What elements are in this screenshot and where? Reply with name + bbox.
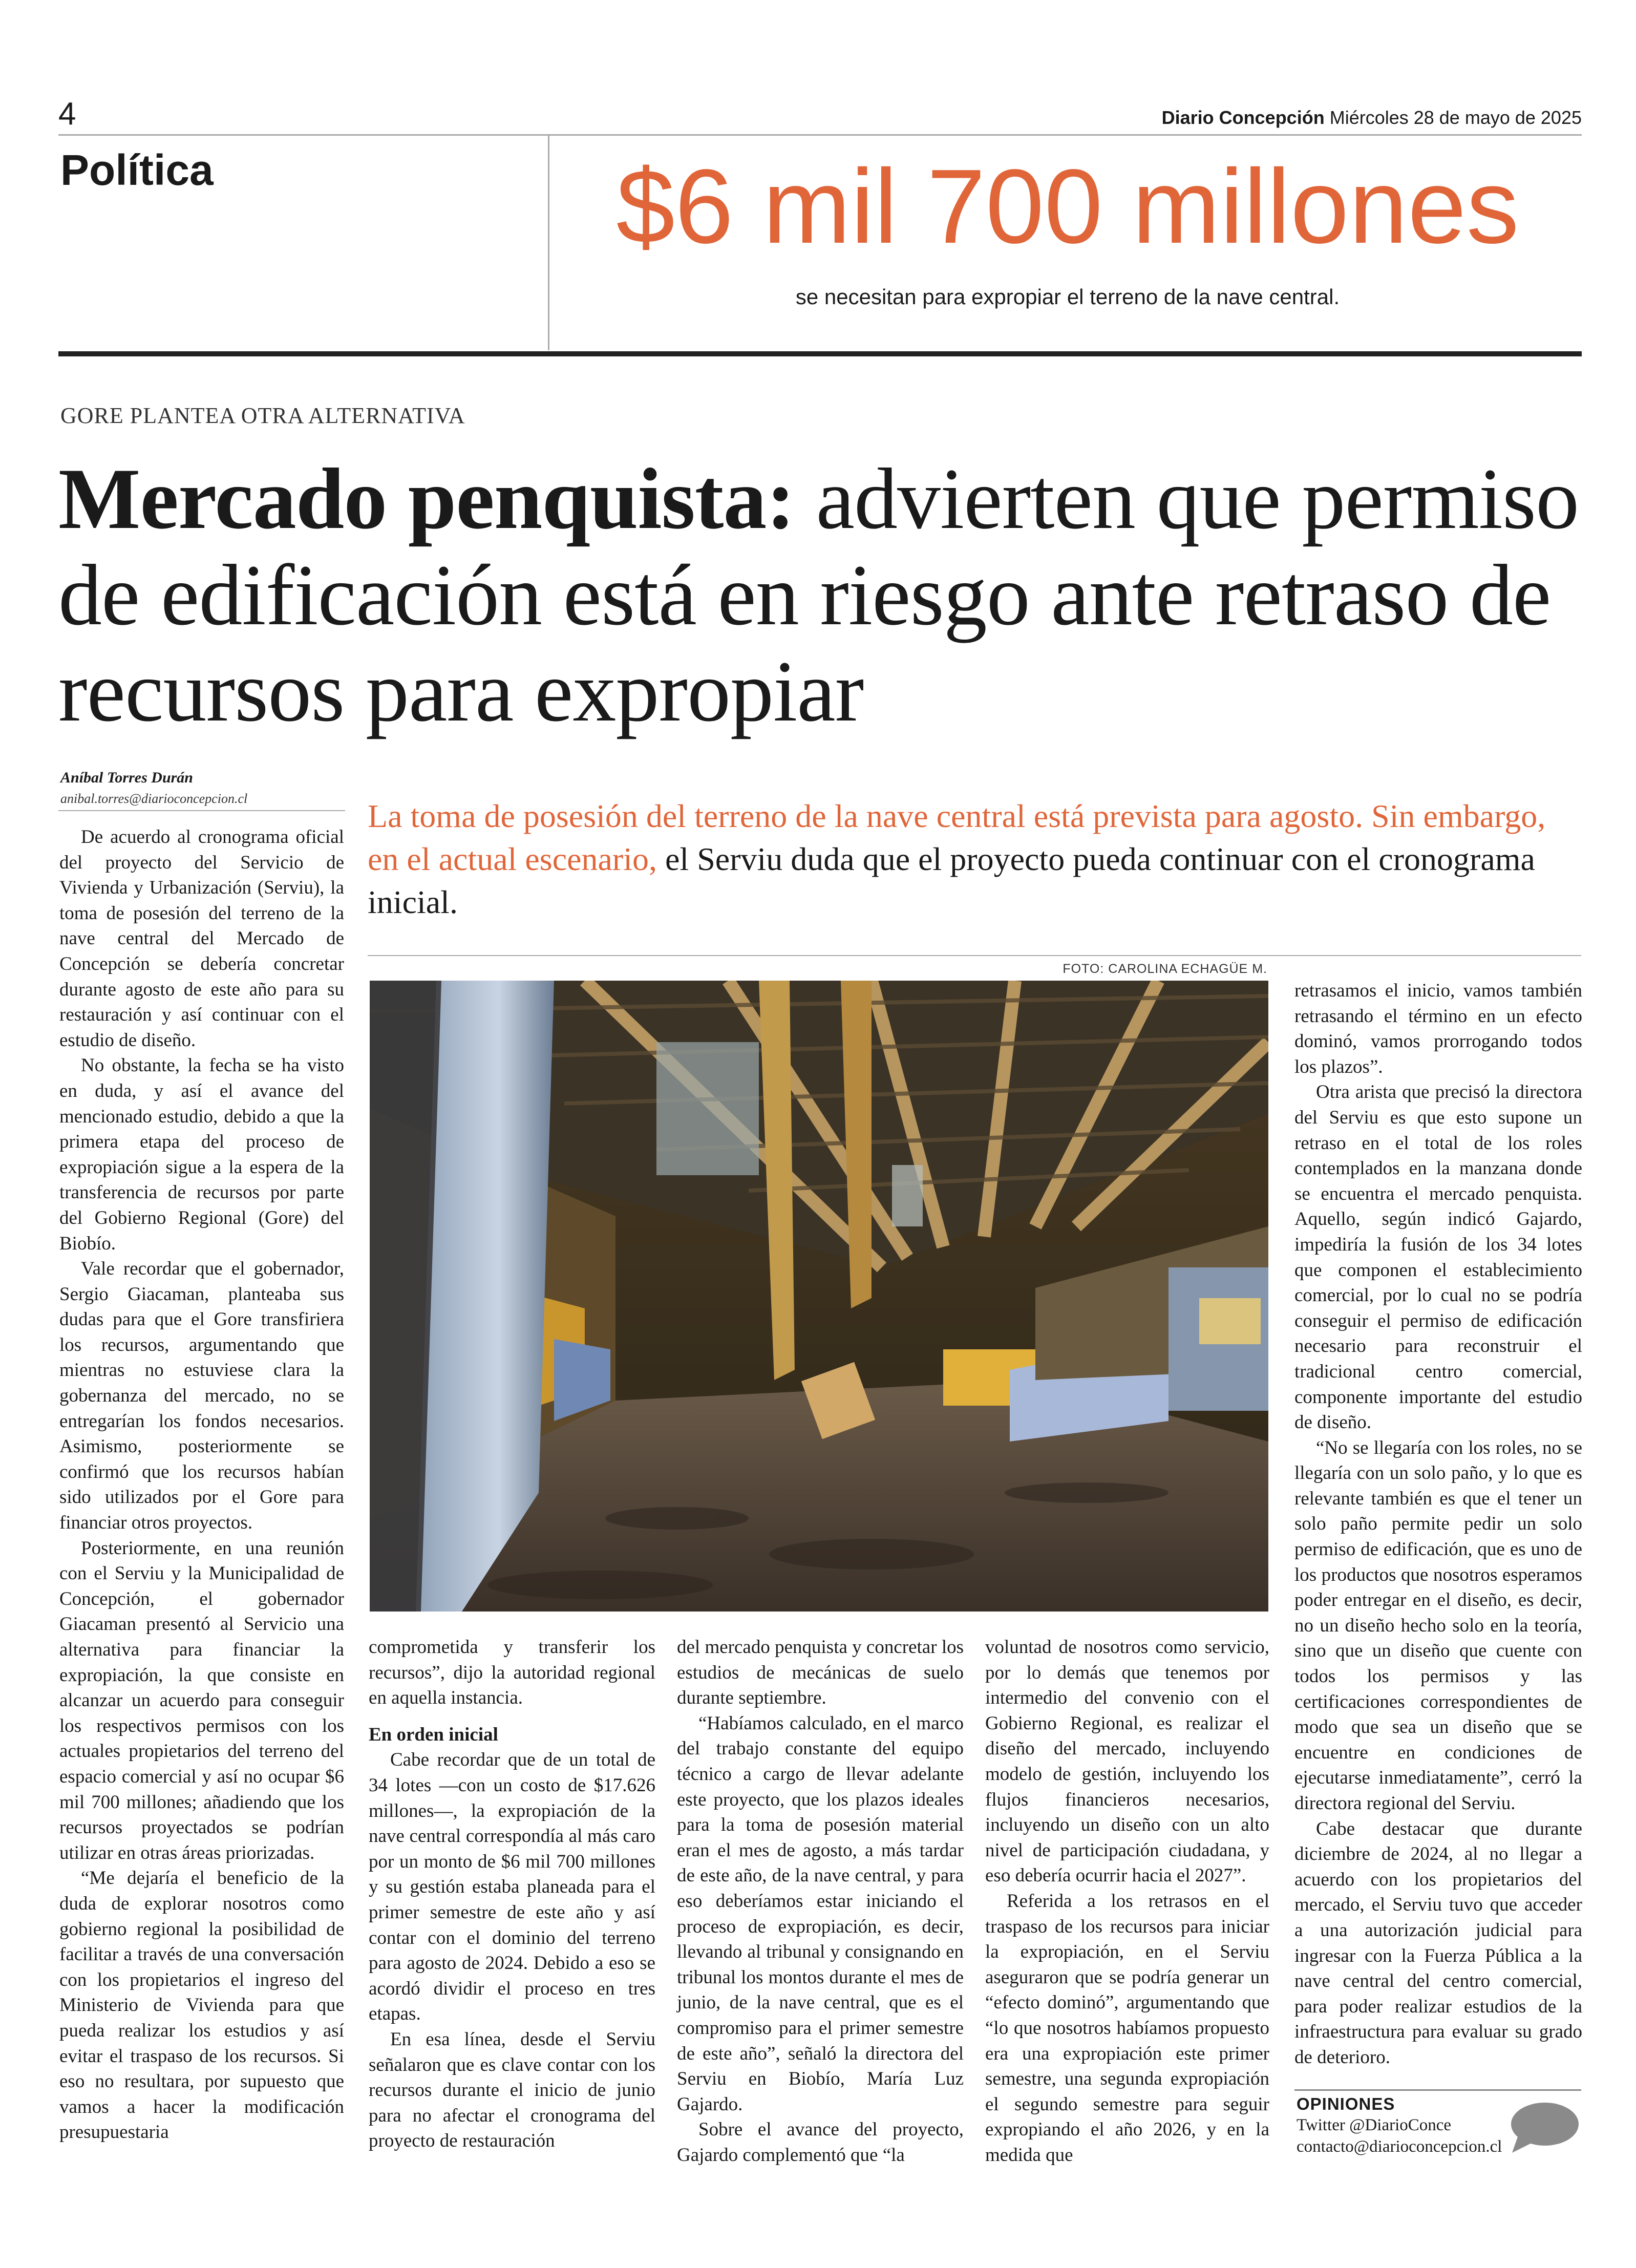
author-email: anibal.torres@diarioconcepcion.cl	[60, 791, 248, 806]
top-rule	[58, 134, 1582, 136]
masthead	[1162, 109, 1582, 127]
highlight-caption: se necesitan para expropiar el terreno de la nave central.	[795, 285, 1340, 309]
lead-rule	[368, 955, 1581, 956]
paragraph-continued: retrasamos el inicio, vamos también retrasando el término en un efecto dominó, vamos prorrogando todos los plazos”.	[1294, 980, 1582, 1077]
body-column-3	[677, 1635, 964, 2168]
lead-paragraph	[368, 795, 1581, 924]
author-rule	[58, 810, 345, 811]
paragraph-continued: voluntad de nosotros como servicio, por lo demás que tenemos por intermedio del convenio con el Gobierno Regional, es realizar el diseño del mercado, incluyendo modelo de gestión, incluyendo los flujos financieros necesarios, incluyendo un diseño con un alto nivel de participación ciudadana, y eso debería ocurrir hacia el 2027”.	[985, 1637, 1269, 1887]
opinions-rule	[1294, 2089, 1581, 2091]
photo-credit: FOTO: CAROLINA ECHAGÜE M.	[1063, 962, 1267, 976]
paragraph: Otra arista que precisó la directora del Serviu es que esto supone un retraso en el total de los roles contemplados en la manzana donde se encuentra el mercado penquista. Aquello, según indicó Gajardo, impediría la fusión de los 34 lotes que componen el establecimiento comercial, por lo cual no se podría conseguir el permiso de edificación necesario para reconstruir el tradicional centro comercial, componente importante del estudio de diseño.	[1294, 1082, 1582, 1433]
page-number: 4	[58, 96, 76, 132]
headline-rest: advierten que permiso de edificación está en riesgo ante retraso de recursos para expropiar	[58, 451, 1579, 739]
lead-highlight: La toma de posesión del terreno de la nave central está prevista para agosto. Sin embargo, en el actual escenario,	[368, 798, 1546, 877]
paragraph: En esa línea, desde el Serviu señalaron que es clave contar con los recursos durante el inicio de junio para no afectar el cronograma del proyecto de restauración	[369, 2028, 655, 2152]
paragraph: “Me dejaría el beneficio de la duda de explorar nosotros como gobierno regional la posibilidad de facilitar a través de una conversación con los propietarios el ingreso del Ministerio de Vivienda para que pueda realizar los estudios y así evitar el traspaso de los recursos. Si eso no resultara, por supuesto que vamos a hacer la modificación presupuestaria	[59, 1868, 344, 2143]
newspaper-name: Diario Concepción	[1161, 107, 1325, 128]
header-divider	[548, 135, 549, 350]
body-column-2	[369, 1635, 655, 2154]
paragraph-continued: comprometida y transferir los recursos”, dijo la autoridad regional en aquella instancia.	[369, 1637, 655, 1709]
section-title: Política	[60, 146, 214, 194]
paragraph: No obstante, la fecha se ha visto en duda, y así el avance del mencionado estudio, debido a que la primera etapa del proceso de expropiación sigue a la espera de la transferencia de recursos por parte del Gobierno Regional (Gore) del Biobío.	[59, 1055, 344, 1254]
paragraph: De acuerdo al cronograma oficial del proyecto del Servicio de Vivienda y Urbanización (Serviu), la toma de posesión del terreno de la nave central del Mercado de Concepción se debería concretar durante agosto de este año para su restauración y así continuar con el estudio de diseño.	[59, 826, 344, 1051]
headline	[58, 451, 1589, 739]
body-column-4	[985, 1635, 1269, 2168]
author-name: Aníbal Torres Durán	[60, 769, 193, 786]
subheading: En orden inicial	[369, 1724, 498, 1745]
paragraph: Cabe recordar que de un total de 34 lotes —con un costo de $17.626 millones—, la expropiación de la nave central correspondía al más caro por un monto de $6 mil 700 millones y su gestión estaba planeada para el primer semestre de este año y así contar con el dominio del terreno para agosto de 2024. Debido a eso se acordó dividir el proceso en tres etapas.	[369, 1749, 655, 2025]
highlight-figure: $6 mil 700 millones	[616, 147, 1519, 265]
headline-bold: Mercado penquista:	[58, 451, 795, 547]
opinions-twitter[interactable]: Twitter @DiarioConce	[1297, 2116, 1452, 2134]
paragraph: Sobre el avance del proyecto, Gajardo complementó que “la	[677, 2119, 964, 2166]
market-interior-photo	[370, 981, 1268, 1612]
paragraph-continued: del mercado penquista y concretar los estudios de mecánicas de suelo durante septiembre.	[677, 1637, 964, 1709]
lead-rest: el Serviu duda que el proyecto pueda continuar con el cronograma inicial.	[368, 841, 1535, 920]
body-column-1	[59, 824, 344, 2145]
speech-bubble-icon	[1508, 2100, 1580, 2156]
body-column-5	[1294, 978, 1582, 2070]
paragraph: Vale recordar que el gobernador, Sergio Giacaman, planteaba sus dudas para que el Gore transfiriera los recursos, argumentando que mientras no estuviese clara la gobernanza del mercado, no se entregarían los fondos necesarios. Asimismo, posteriormente se confirmó que los recursos habían sido utilizados por el Gore para financiar otros proyectos.	[59, 1258, 344, 1534]
paragraph: Referida a los retrasos en el traspaso de los recursos para iniciar la expropiación, en el Serviu aseguraron que se podría generar un “efecto dominó”, argumentando que “lo que nosotros habíamos propuesto era una expropiación este primer semestre, una segunda expropiación el segundo semestre para seguir expropiando el año 2026, y en la medida que	[985, 1890, 1269, 2166]
opinions-title: OPINIONES	[1297, 2094, 1395, 2113]
opinions-email[interactable]: contacto@diarioconcepcion.cl	[1297, 2137, 1502, 2156]
header-bottom-rule	[58, 351, 1582, 356]
paragraph: “No se llegaría con los roles, no se llegaría con un solo paño, y lo que es relevante también es que el tener un solo paño permite pedir un solo permiso de edificación, que es uno de los productos que nosotros esperamos poder entregar en el diseño, es decir, no un diseño hecho solo en la teoría, sino que un diseño que cuente con todos los permisos y las certificaciones correspondientes de modo que sea un diseño que se encuentre en condiciones de ejecutarse inmediatamente”, cerró la directora regional del Serviu.	[1294, 1437, 1582, 1814]
paragraph: Cabe destacar que durante diciembre de 2024, al no llegar a acuerdo con los propietarios del mercado, el Serviu tuvo que acceder a una autorización judicial para ingresar con la Fuerza Pública a la nave central del centro comercial, para poder realizar estudios de la infraestructura para evaluar su grado de deterioro.	[1294, 1818, 1582, 2068]
issue-date: Miércoles 28 de mayo de 2025	[1329, 107, 1582, 128]
paragraph: Posteriormente, en una reunión con el Serviu y la Municipalidad de Concepción, el gobernador Giacaman presentó al Servicio una alternativa para financiar la expropiación, la que consiste en alcanzar un acuerdo para conseguir los respectivos permisos con los actuales propietarios del terreno del espacio comercial y así no ocupar $6 mil 700 millones; añadiendo que los recursos proyectados se podrían utilizar en otras áreas priorizadas.	[59, 1537, 344, 1863]
kicker: GORE PLANTEA OTRA ALTERNATIVA	[60, 403, 465, 428]
paragraph: “Habíamos calculado, en el marco del trabajo constante del equipo técnico a cargo de llevar adelante este proyecto, que los plazos ideales para la toma de posesión material eran el mes de agosto, a más tardar de este año, de la nave central, y para eso deberíamos estar iniciando el proceso de expropiación, es decir, llevando al tribunal y consignando en tribunal los montos durante el mes de junio, de la nave central, que es el compromiso para el primer semestre de este año”, señaló la directora del Serviu en Biobío, María Luz Gajardo.	[677, 1712, 964, 2115]
